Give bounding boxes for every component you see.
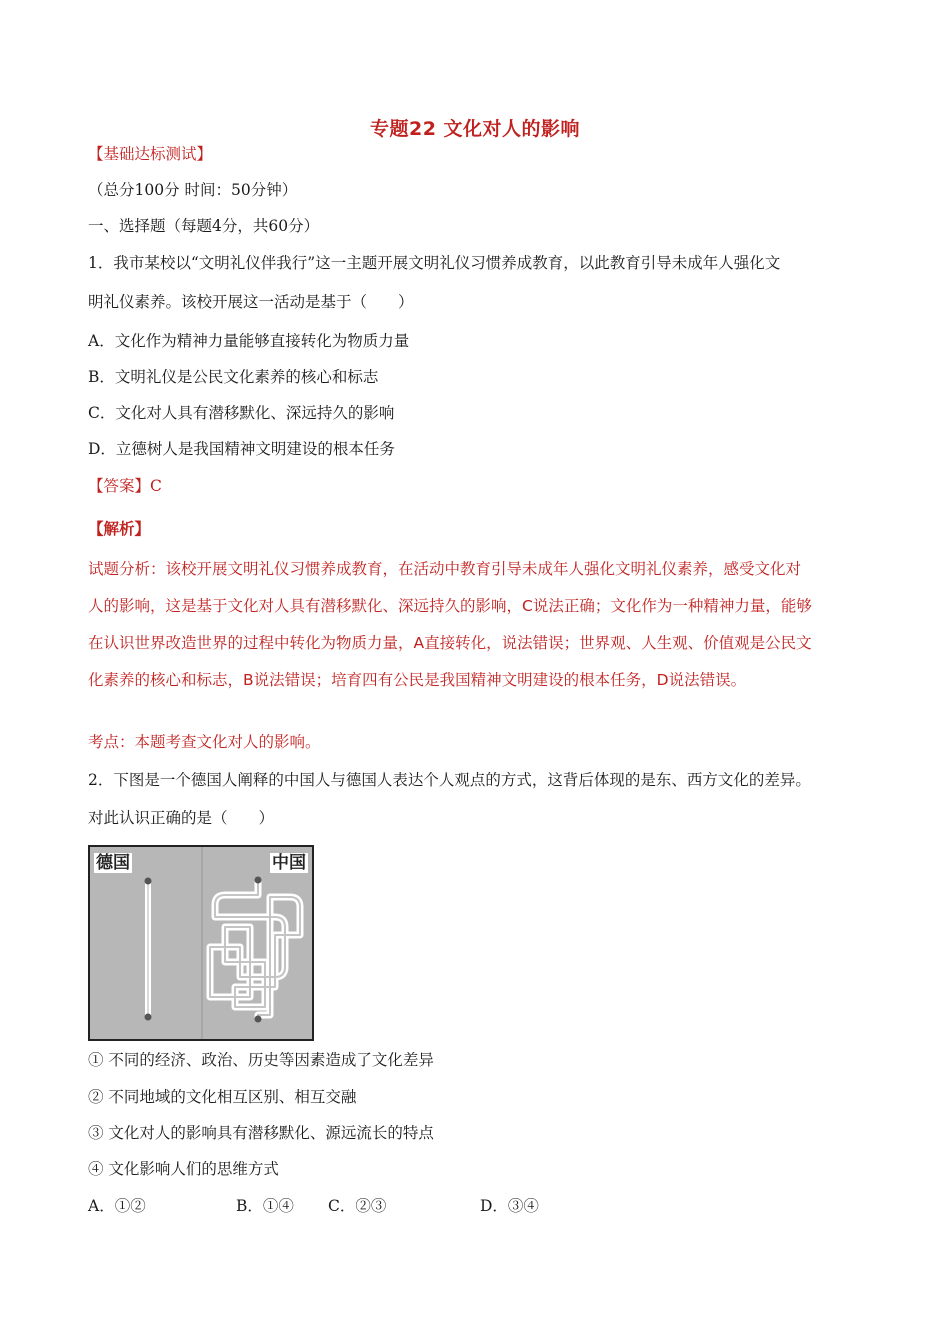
- q2-option-d: D．③④: [480, 1197, 539, 1215]
- germany-straight-path: [145, 878, 152, 1021]
- q1-stem-line1: 1．我市某校以“文明礼仪伴我行”这一主题开展文明礼仪习惯养成教育，以此教育引导未成年人强化文: [88, 254, 781, 272]
- q2-option-a: A．①②: [88, 1197, 146, 1215]
- q1-analysis-line: 化素养的核心和标志，B说法错误；培育四有公民是我国精神文明建设的根本任务，D说法错误。: [88, 671, 747, 689]
- q2-stem-line1: 2．下图是一个德国人阐释的中国人与德国人表达个人观点的方式，这背后体现的是东、西方文化的差异。: [88, 771, 811, 789]
- q1-analysis-label: 【解析】: [88, 520, 151, 538]
- part-heading: 一、选择题（每题4分，共60分）: [88, 217, 320, 235]
- q2-statement-3: ③ 文化对人的影响具有潜移默化、源远流长的特点: [88, 1124, 434, 1142]
- q2-option-c: C．②③: [328, 1197, 387, 1215]
- q1-option-a: A．文化作为精神力量能够直接转化为物质力量: [88, 332, 410, 350]
- figure-label-china: 中国: [272, 853, 306, 873]
- q1-analysis-line: 试题分析：该校开展文明礼仪习惯养成教育，在活动中教育引导未成年人强化文明礼仪素养，感受文化对: [88, 560, 802, 578]
- q1-stem-line2: 明礼仪素养。该校开展这一活动是基于（ ）: [88, 293, 414, 311]
- q2-statement-1: ① 不同的经济、政治、历史等因素造成了文化差异: [88, 1051, 434, 1069]
- q1-kaodian: 考点：本题考查文化对人的影响。: [88, 733, 321, 751]
- q1-analysis-line: 在认识世界改造世界的过程中转化为物质力量，A直接转化，说法错误；世界观、人生观、价值观是公民文: [88, 634, 812, 652]
- q2-statement-2: ② 不同地域的文化相互区别、相互交融: [88, 1088, 357, 1106]
- q1-answer: 【答案】C: [88, 477, 162, 495]
- expression-path-illustration: [90, 847, 312, 1039]
- q1-option-d: D．立德树人是我国精神文明建设的根本任务: [88, 440, 395, 458]
- q2-option-b: B．①④: [236, 1197, 294, 1215]
- q2-statement-4: ④ 文化影响人们的思维方式: [88, 1160, 279, 1178]
- q1-analysis-line: 人的影响，这是基于文化对人具有潜移默化、深远持久的影响，C说法正确；文化作为一种精神力量，能够: [88, 597, 812, 615]
- page-title: 专题22 文化对人的影响: [369, 118, 581, 140]
- q2-stem-line2: 对此认识正确的是（ ）: [88, 809, 275, 827]
- comparison-figure: [88, 845, 314, 1041]
- figure-label-germany: 德国: [96, 853, 130, 873]
- q1-option-c: C．文化对人具有潜移默化、深远持久的影响: [88, 404, 395, 422]
- exam-info: （总分100分 时间：50分钟）: [88, 181, 298, 199]
- q1-option-b: B．文明礼仪是公民文化素养的核心和标志: [88, 368, 379, 386]
- china-winding-path: [210, 877, 300, 1023]
- section-tag: 【基础达标测试】: [88, 145, 213, 163]
